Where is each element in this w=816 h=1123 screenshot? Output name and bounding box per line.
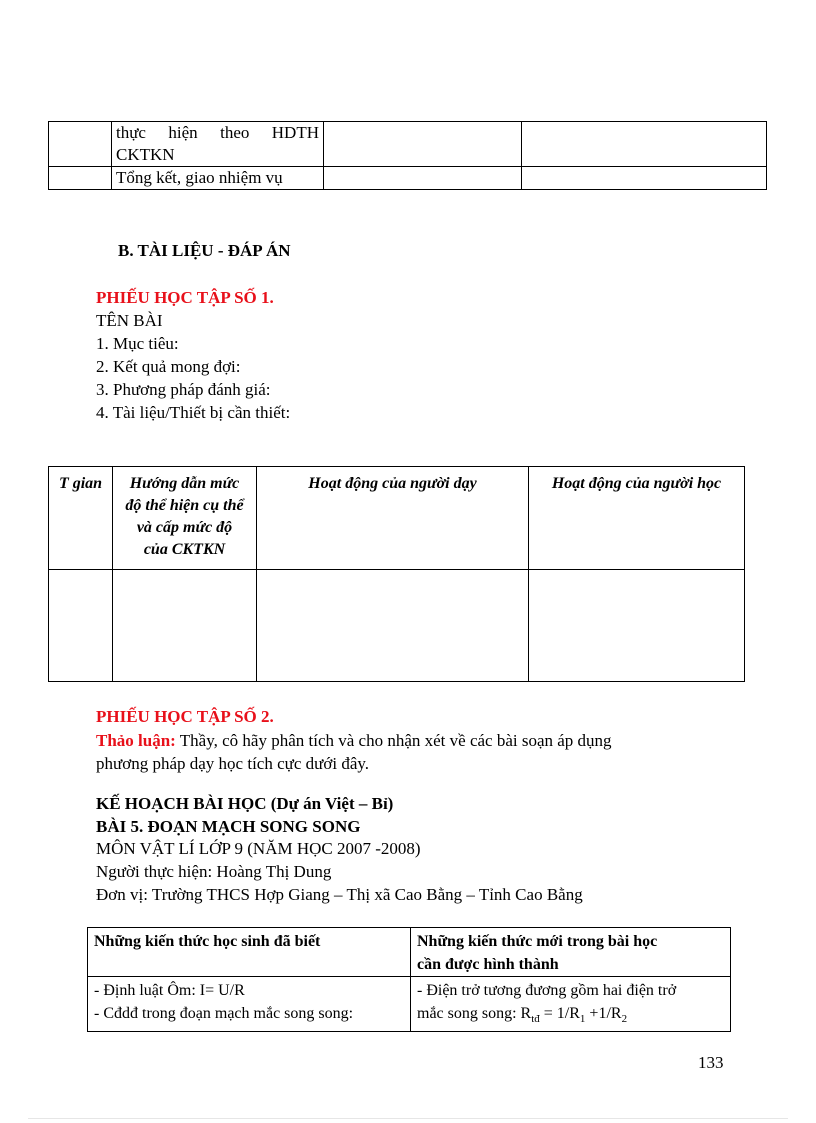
known-line2: - Cđdđ trong đoạn mạch mắc song song: xyxy=(94,1005,354,1022)
table-cell xyxy=(49,122,112,167)
sheet2-discussion-line1 xyxy=(96,731,612,751)
header-guidance-line-2: và cấp mức độ xyxy=(136,519,233,536)
table-cell xyxy=(522,122,767,167)
sheet1-title: PHIẾU HỌC TẬP SỐ 1. xyxy=(96,288,274,307)
table-cell xyxy=(112,122,324,167)
formula-part1: = 1/R xyxy=(539,1005,580,1022)
lesson-plan-template-table xyxy=(48,466,745,682)
new-line2-formula xyxy=(417,1002,724,1031)
table-cell xyxy=(257,570,529,682)
page-bottom-edge xyxy=(28,1118,788,1119)
header-new-line1: Những kiến thức mới trong bài học xyxy=(417,933,658,950)
header-new-line2: cần được hình thành xyxy=(417,956,559,973)
table-cell xyxy=(522,167,767,190)
new-line1: - Điện trở tương đương gồm hai điện trở xyxy=(417,982,677,999)
discussion-label: Thảo luận: xyxy=(96,731,176,750)
header-guidance xyxy=(113,467,257,570)
table-cell xyxy=(112,167,324,190)
header-guidance-line-3: của CKTKN xyxy=(143,541,226,558)
header-known-knowledge xyxy=(88,928,411,977)
unit-line: Đơn vị: Trường THCS Hợp Giang – Thị xã Cao Bằng – Tỉnh Cao Bằng xyxy=(96,885,583,904)
known-line1: - Định luật Ôm: I= U/R xyxy=(94,982,245,999)
section-b-title: B. TÀI LIỆU - ĐÁP ÁN xyxy=(118,241,291,260)
knowledge-table xyxy=(87,927,731,1032)
formula-prefix: mắc song song: R xyxy=(417,1005,532,1022)
activity-table-continuation xyxy=(48,121,767,190)
known-knowledge-cell xyxy=(88,977,411,1032)
sheet1-line-1: 1. Mục tiêu: xyxy=(96,334,179,353)
table-cell xyxy=(529,570,745,682)
header-guidance-line-0: Hướng dẫn mức xyxy=(129,475,240,492)
sheet1-line-2: 2. Kết quả mong đợi: xyxy=(96,357,241,376)
sheet1-line-4: 4. Tài liệu/Thiết bị cần thiết: xyxy=(96,403,291,422)
row1-text-line1: thực hiện theo HDTH xyxy=(116,123,319,142)
header-student-activity: Hoạt động của người học xyxy=(529,467,745,570)
table-cell xyxy=(324,167,522,190)
formula-sub-td: tđ xyxy=(531,1013,540,1026)
lesson-title: BÀI 5. ĐOẠN MẠCH SONG SONG xyxy=(96,817,361,836)
page-number: 133 xyxy=(698,1053,724,1072)
sheet1-line-3: 3. Phương pháp đánh giá: xyxy=(96,380,271,399)
header-guidance-line-1: độ thể hiện cụ thể xyxy=(125,497,244,514)
teacher-line: Người thực hiện: Hoàng Thị Dung xyxy=(96,862,332,881)
sheet2-discussion-line2: phương pháp dạy học tích cực dưới đây. xyxy=(96,754,370,773)
header-teacher-activity: Hoạt động của người dạy xyxy=(257,467,529,570)
sheet1-line-0: TÊN BÀI xyxy=(96,311,163,330)
discussion-text: Thầy, cô hãy phân tích và cho nhận xét về các bài soạn áp dụng xyxy=(175,731,612,750)
header-new-knowledge xyxy=(411,928,731,977)
formula-sub-2: 2 xyxy=(621,1013,628,1026)
formula-sub-1: 1 xyxy=(579,1013,586,1026)
table-cell xyxy=(49,570,113,682)
subject-line: MÔN VẬT LÍ LỚP 9 (NĂM HỌC 2007 -2008) xyxy=(96,839,421,858)
table-cell xyxy=(113,570,257,682)
table-cell xyxy=(49,167,112,190)
sheet2-title: PHIẾU HỌC TẬP SỐ 2. xyxy=(96,707,274,726)
table-cell xyxy=(324,122,522,167)
plan-title: KẾ HOẠCH BÀI HỌC (Dự án Việt – Bỉ) xyxy=(96,794,394,813)
row2-text: Tổng kết, giao nhiệm vụ xyxy=(116,168,283,187)
header-known-text: Những kiến thức học sinh đã biết xyxy=(94,933,321,950)
new-knowledge-cell xyxy=(411,977,731,1032)
header-time: T gian xyxy=(49,467,113,570)
row1-text-line2: CKTKN xyxy=(116,145,175,164)
formula-part2: +1/R xyxy=(585,1005,622,1022)
